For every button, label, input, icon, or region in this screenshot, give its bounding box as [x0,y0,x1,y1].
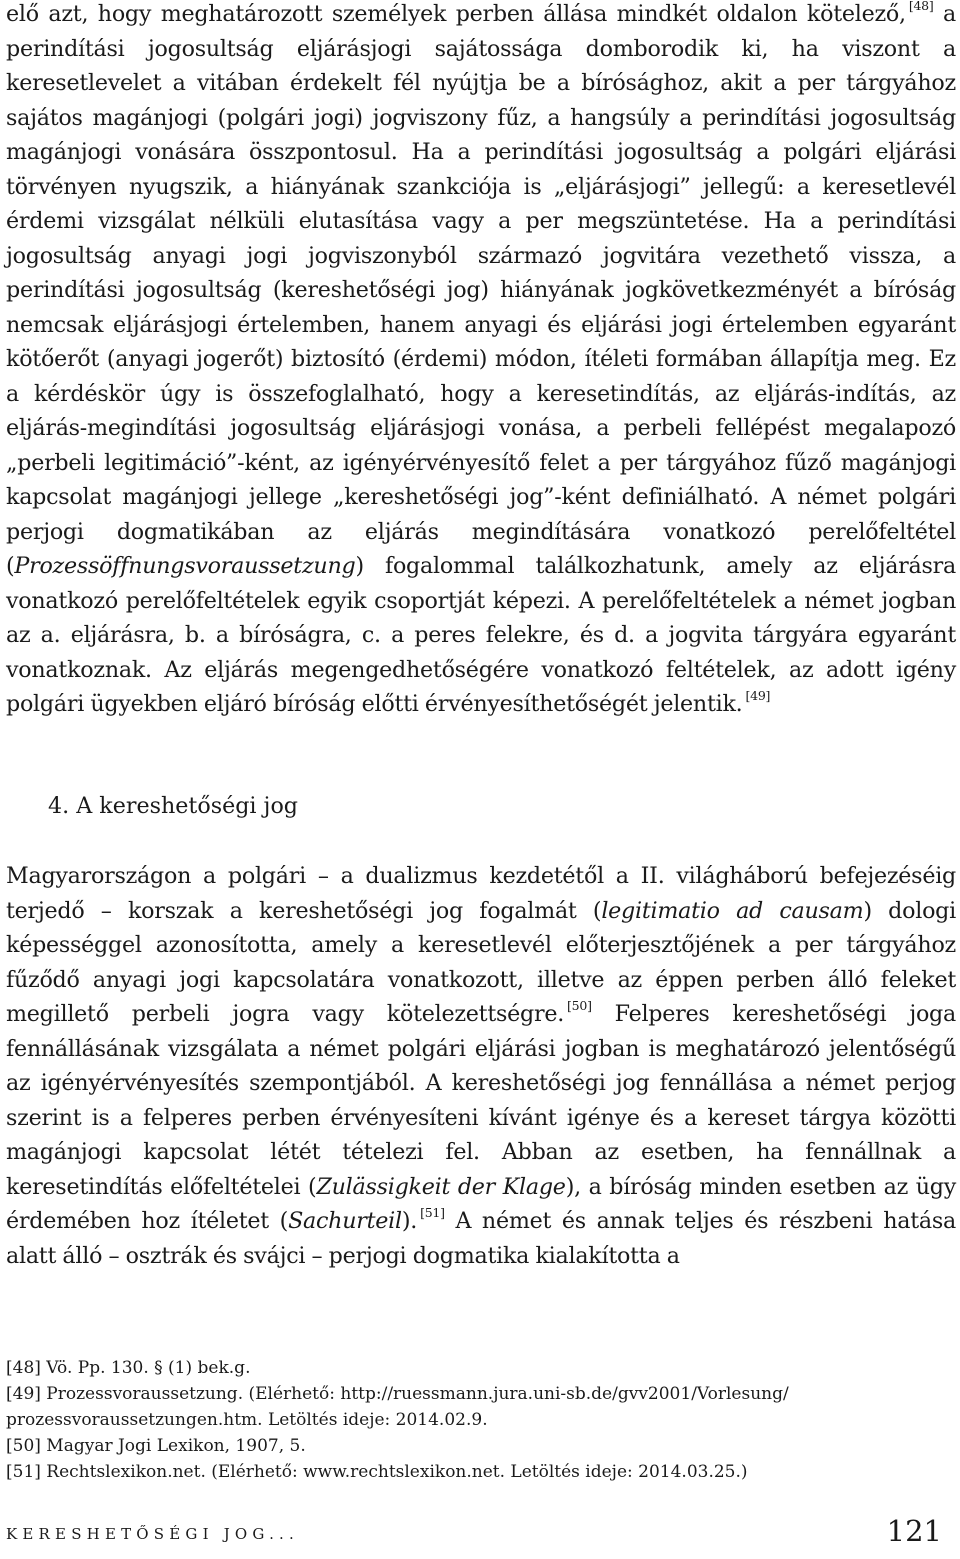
text-run: ), a bíróság minden esetben az ügy érdemében hoz ítéletet ( [6,1173,957,1234]
body-paragraph [6,0,956,722]
footnotes-list [6,1355,956,1485]
footnote-item: prozessvoraussetzungen.htm. Letöltés ideje: 2014.02.9. [6,1410,488,1430]
text-run: A német és annak teljes és részbeni hatása alatt álló – osztrák és svájci – perjogi dogmatika kialakította a [6,1208,957,1269]
footnote-item: [48] Vö. Pp. 130. § (1) bek.g. [6,1358,251,1378]
main-body-text [6,0,956,722]
footnote-ref[interactable]: [50] [567,997,592,1013]
footnote-item: [50] Magyar Jogi Lexikon, 1907, 5. [6,1436,306,1456]
text-run: ). [401,1208,418,1234]
text-run: ) fogalommal találkozhatunk, amely az eljárásra vonatkozó perelőfeltételek egyik csoportját képezi. A perelőfeltételek a német jogban az a. eljárásra, b. a bíróságra, c. a peres felekre, és d. a jogvita tárgyára egyaránt vonatkoznak. Az eljárás megengedhetőségére vonatkozó feltételek, az adott igény polgári ügyekben eljáró bíróság előtti érvényesíthetőségét jelentik. [6,553,956,717]
section-body-text [6,859,956,1273]
text-run: a perindítási jogosultság eljárásjogi sajátossága domborodik ki, ha viszont a keresetlevelet a vitában érdekelt fél nyújtja be a bírósághoz, akit a per tárgyához sajátos magánjogi (polgári jogi) jogviszony fűz, a hangsúly a perindítási jogosultság magánjogi vonására összpontosul. Ha a perindítási jogosultság a polgári eljárási törvényen nyugszik, a hiányának szankciója is „eljárásjogi” jellegű: a keresetlevél érdemi vizsgálat nélküli elutasítása vagy a per megszüntetése. Ha a perindítási jogosultság anyagi jogi jogviszonyból származó jogvitára vezethető vissza, a perindítási jogosultság (kereshetőségi jog) hiányának jogkövetkezményét a bíróság nemcsak eljárásjogi értelemben, hanem anyagi és eljárási jogi értelemben egyaránt kötőerőt (anyagi jogerőt) biztosító (érdemi) módon, ítéleti formában állapítja meg. Ez a kérdéskör úgy is összefoglalható, hogy a keresetindítás, az eljárás-indítás, az eljárás-megindítási jogosultság eljárásjogi vonása, a perbeli fellépést megalapozó „perbeli legitimáció”-ként, az igényérvényesítő felet a per tárgyához fűző magánjogi kapcsolat magánjogi jellege „kereshetőségi jog”-ként definiálható. A német polgári perjogi dogmatikában az eljárás megindítására vonatkozó perelőfeltétel ( [6,1,957,579]
body-paragraph [6,859,956,1273]
footnote-item: [51] Rechtslexikon.net. (Elérhető: www.rechtslexikon.net. Letöltés ideje: 2014.03.25.) [6,1462,748,1482]
italic-term: Prozessöffnungsvoraussetzung [14,553,356,579]
italic-term: legitimatio ad causam [601,897,864,924]
footnote-ref[interactable]: [49] [745,687,771,703]
text-run: elő azt, hogy meghatározott személyek perben állása mindkét oldalon kötelező, [6,1,906,27]
footnote-item: [49] Prozessvoraussetzung. (Elérhető: http://ruessmann.jura.uni-sb.de/gvv2001/Vorlesung/ [6,1384,789,1404]
section-heading: 4. A kereshetőségi jog [48,793,298,819]
footnote-ref[interactable]: [51] [420,1204,445,1220]
text-run: Magyarországon a polgári – a dualizmus kezdetétől a II. világháború befejezéséig terjedő – korszak a kereshetőségi jog fogalmát ( [6,863,956,924]
footnote-ref[interactable]: [48] [908,0,934,13]
text-run: Felperes kereshetőségi joga fennállásának vizsgálata a német polgári eljárási jogban is meghatározó jelentőségű az igényérvényesítés szempontjából. A kereshetőségi jog fennállása a német perjog szerint is a felperes perben érvényesíteni kívánt igénye és a kereset tárgya közötti magánjogi kapcsolat létét tételezi fel. Abban az esetben, ha fennállnak a keresetindítás előfeltételei ( [6,1001,956,1200]
text-run: ) dologi képességgel azonosította, amely a keresetlevél előterjesztőjének a per tárgyához fűződő anyagi jogi kapcsolatára vonatkozott, illetve az éppen perben álló feleket megillető perbeli jogra vagy kötelezettségre. [6,897,956,1027]
running-head: KERESHETŐSÉGI JOG... [6,1525,299,1543]
italic-term: Zulässigkeit der Klage [316,1173,566,1200]
italic-term: Sachurteil [288,1208,402,1234]
page-number: 121 [886,1514,942,1548]
